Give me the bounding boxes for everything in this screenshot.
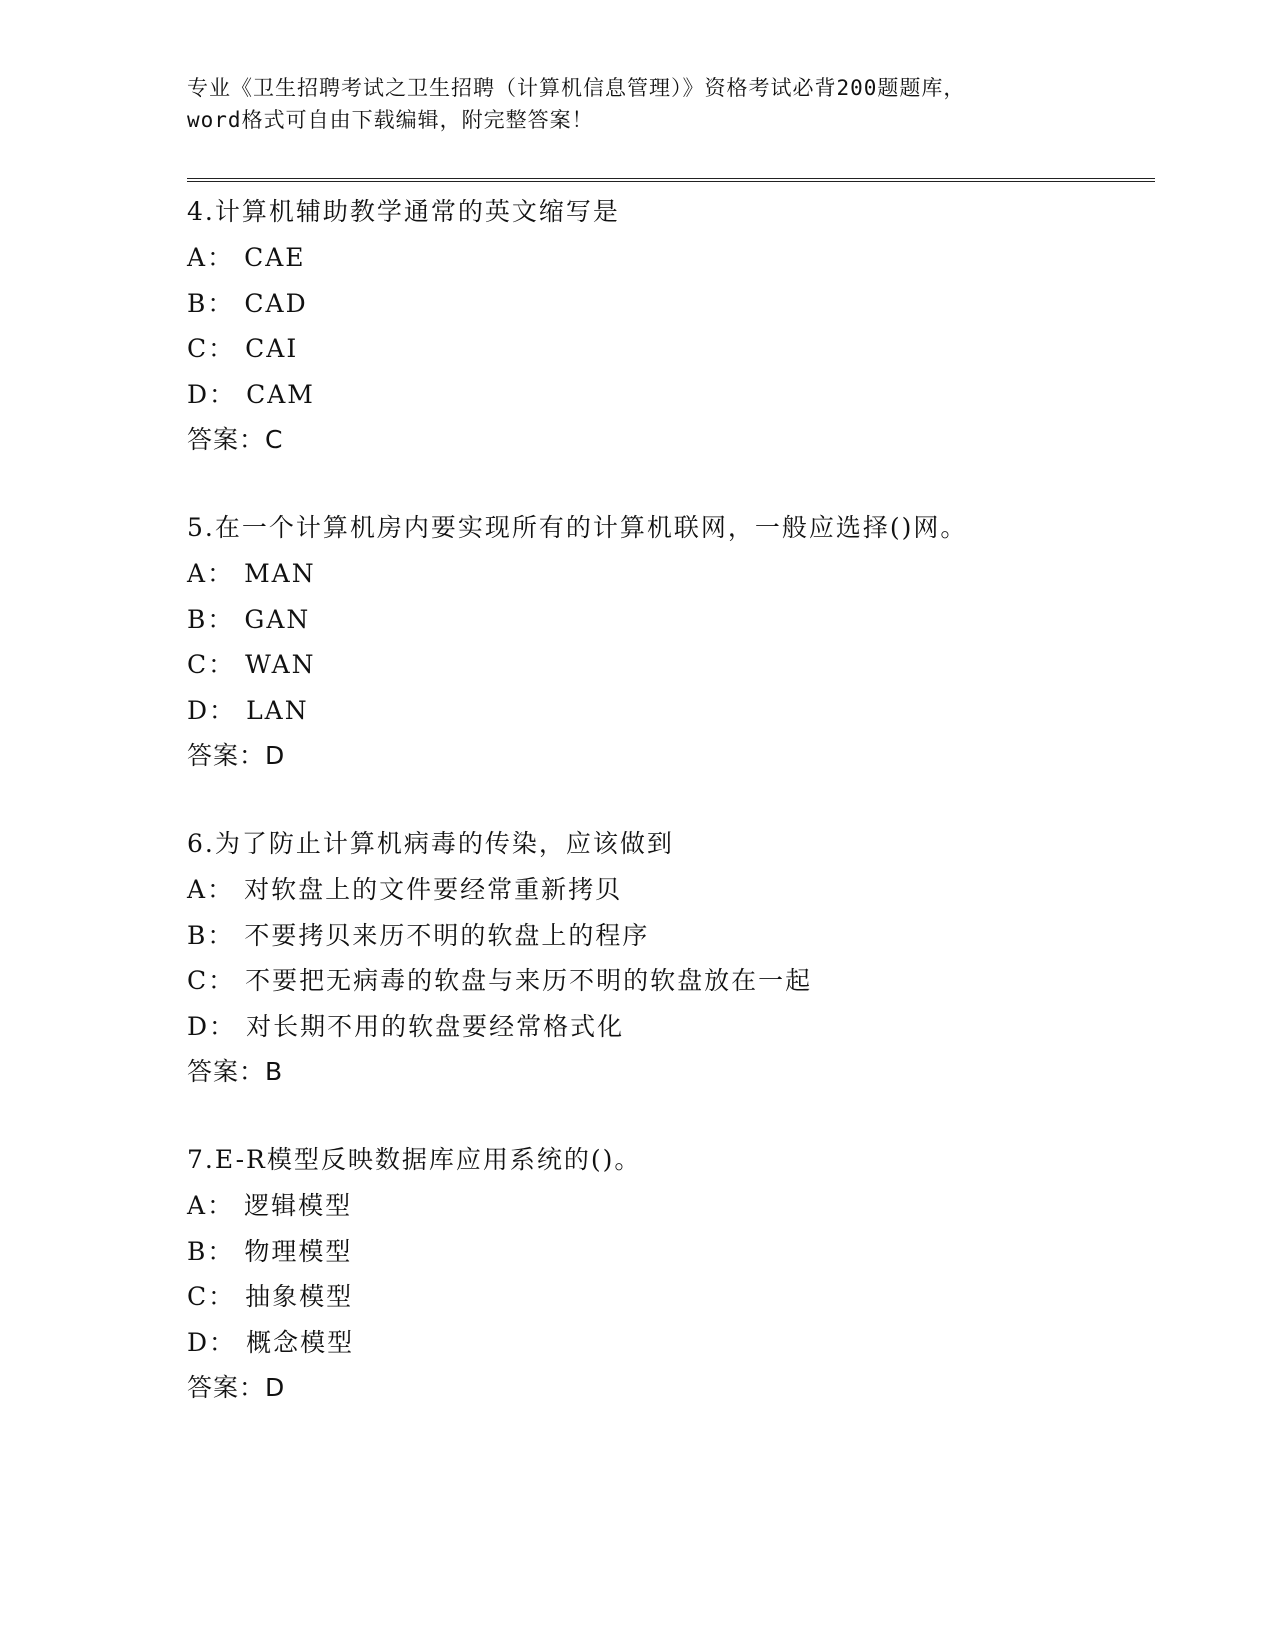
option-text: 对长期不用的软盘要经常格式化 — [246, 1011, 625, 1041]
option-separator: ： — [209, 695, 237, 725]
option-separator: ： — [209, 379, 237, 409]
option-text: 对软盘上的文件要经常重新拷贝 — [244, 875, 623, 904]
option-letter: B — [187, 604, 208, 634]
option-letter: A — [187, 243, 208, 272]
question-title: 6.为了防止计算机病毒的传染，应该做到 — [187, 829, 674, 858]
option-letter: A — [187, 875, 208, 904]
option-letter: D — [187, 379, 210, 409]
option-letter: C — [187, 650, 209, 679]
option-text: GAN — [244, 604, 311, 634]
option-c — [187, 642, 1167, 688]
question-5 — [187, 505, 1167, 779]
question-title: 4.计算机辅助教学通常的英文缩写是 — [187, 197, 620, 226]
option-text: 概念模型 — [246, 1327, 355, 1357]
option-b — [187, 281, 1167, 327]
answer-line: 答案：D — [187, 1373, 286, 1402]
option-text: 不要拷贝来历不明的软盘上的程序 — [244, 920, 650, 950]
option-text: 逻辑模型 — [244, 1191, 353, 1220]
option-separator: ： — [207, 559, 235, 588]
option-separator: ： — [208, 334, 236, 363]
header-divider — [187, 178, 1155, 182]
option-text: 物理模型 — [244, 1236, 353, 1266]
option-d — [187, 1320, 1167, 1366]
option-letter: C — [187, 966, 209, 995]
option-b — [187, 597, 1167, 643]
option-c — [187, 958, 1167, 1004]
option-text: CAM — [246, 379, 315, 409]
header-line-2: word格式可自由下载编辑，附完整答案！ — [187, 108, 594, 132]
option-letter: D — [187, 1327, 210, 1357]
question-6 — [187, 821, 1167, 1095]
option-text: LAN — [246, 695, 309, 725]
option-letter: B — [187, 1236, 208, 1266]
option-letter: D — [187, 1011, 210, 1041]
answer-line: 答案：B — [187, 1057, 284, 1086]
question-title: 7.E-R模型反映数据库应用系统的()。 — [187, 1145, 642, 1174]
option-separator: ： — [209, 1011, 237, 1041]
option-text: WAN — [245, 650, 316, 679]
option-letter: D — [187, 695, 210, 725]
option-b — [187, 1229, 1167, 1275]
option-a — [187, 1183, 1167, 1229]
option-a — [187, 551, 1167, 597]
option-text: CAI — [245, 334, 299, 363]
option-separator: ： — [208, 650, 236, 679]
document-header — [187, 72, 1087, 136]
option-c — [187, 1274, 1167, 1320]
answer-line: 答案：D — [187, 741, 286, 770]
option-letter: B — [187, 920, 208, 950]
answer-line: 答案：C — [187, 425, 284, 454]
option-separator: ： — [208, 966, 236, 995]
question-7 — [187, 1137, 1167, 1411]
option-text: 不要把无病毒的软盘与来历不明的软盘放在一起 — [245, 966, 813, 995]
option-separator: ： — [209, 1327, 237, 1357]
option-a — [187, 235, 1167, 281]
option-separator: ： — [207, 1191, 235, 1220]
option-c — [187, 326, 1167, 372]
option-letter: A — [187, 559, 208, 588]
question-4 — [187, 189, 1167, 463]
option-letter: A — [187, 1191, 208, 1220]
header-line-1: 专业《卫生招聘考试之卫生招聘（计算机信息管理）》资格考试必背200题题库， — [187, 76, 966, 100]
option-letter: C — [187, 334, 209, 363]
option-separator: ： — [207, 1236, 235, 1266]
option-separator: ： — [207, 604, 235, 634]
option-separator: ： — [207, 288, 235, 318]
option-b — [187, 913, 1167, 959]
option-d — [187, 688, 1167, 734]
option-separator: ： — [207, 243, 235, 272]
option-text: MAN — [244, 559, 316, 588]
option-a — [187, 867, 1167, 913]
option-text: 抽象模型 — [245, 1282, 354, 1311]
option-letter: B — [187, 288, 208, 318]
option-text: CAD — [244, 288, 308, 318]
option-separator: ： — [208, 1282, 236, 1311]
option-separator: ： — [207, 875, 235, 904]
option-d — [187, 372, 1167, 418]
question-title: 5.在一个计算机房内要实现所有的计算机联网，一般应选择()网。 — [187, 513, 968, 542]
option-text: CAE — [244, 243, 306, 272]
option-separator: ： — [207, 920, 235, 950]
option-d — [187, 1004, 1167, 1050]
option-letter: C — [187, 1282, 209, 1311]
